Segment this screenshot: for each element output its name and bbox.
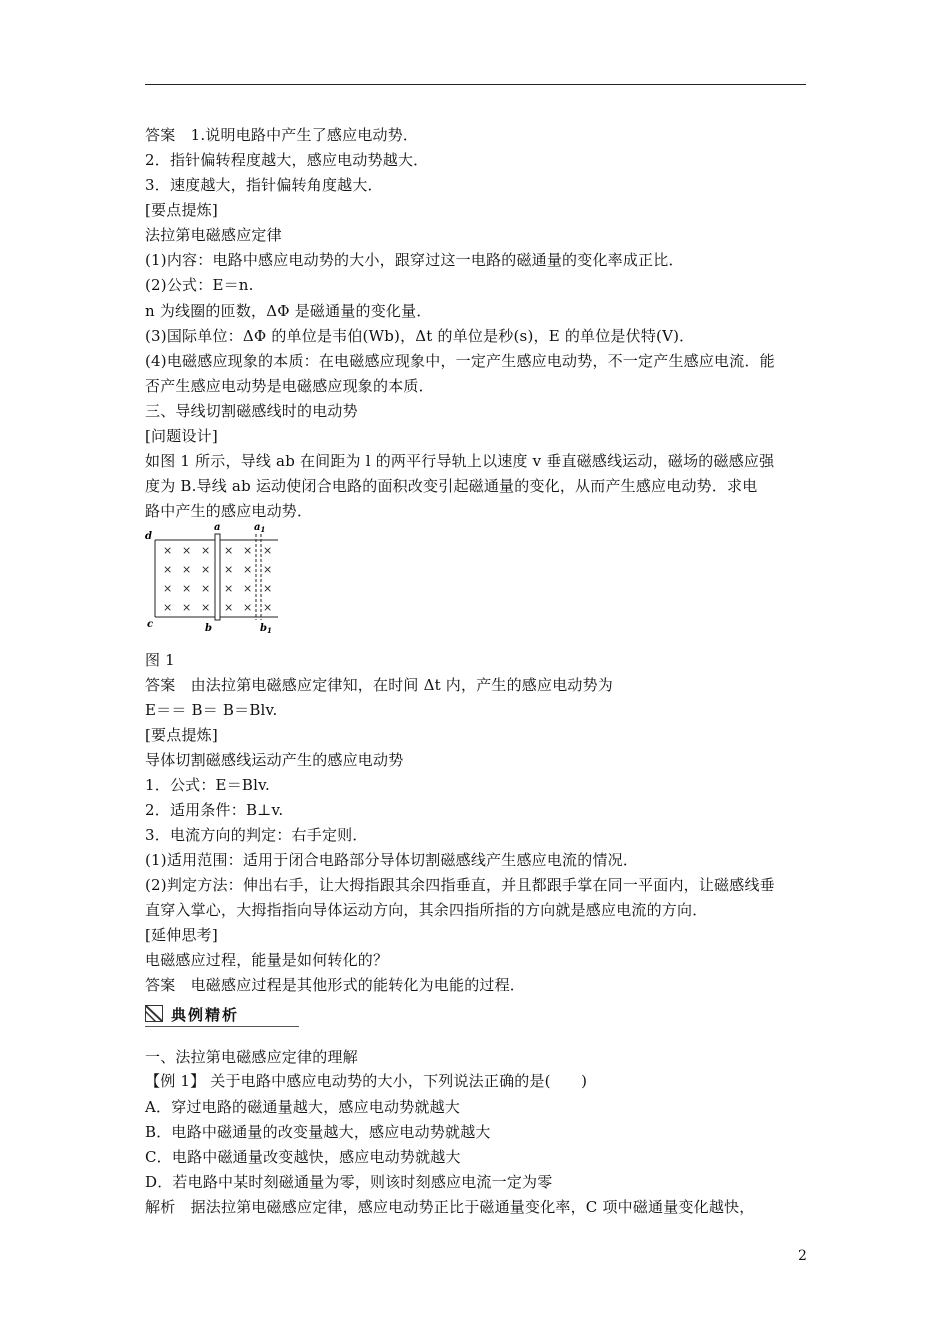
text-line: (1)内容：电路中感应电动势的大小，跟穿过这一电路的磁通量的变化率成正比． <box>145 251 684 269</box>
svg-text:×: × <box>182 544 192 557</box>
svg-text:×: × <box>263 582 273 595</box>
svg-text:×: × <box>163 601 173 614</box>
label-a: a <box>214 522 221 533</box>
conductor-ab <box>215 534 220 620</box>
section-slash-icon <box>145 1005 163 1022</box>
svg-text:×: × <box>243 544 253 557</box>
label-a1: $a_1$ <box>254 522 266 534</box>
figure-caption: 图 1 <box>145 651 175 669</box>
label-c: c <box>147 619 154 630</box>
text-line: 度为 B.导线 ab 运动使闭合电路的面积改变引起磁通量的变化，从而产生感应电动势．求电 <box>145 477 758 495</box>
svg-text:×: × <box>243 582 253 595</box>
page-number: 2 <box>798 1248 807 1264</box>
text-line: 答案 1.说明电路中产生了感应电动势． <box>145 126 419 144</box>
svg-text:×: × <box>224 601 234 614</box>
figure-1-diagram <box>143 520 283 636</box>
text-line: 三、导线切割磁感线时的电动势 <box>145 402 358 420</box>
svg-text:×: × <box>182 601 192 614</box>
text-line: 否产生感应电动势是电磁感应现象的本质． <box>145 377 434 395</box>
svg-text:×: × <box>201 601 211 614</box>
text-line: 导体切割磁感线运动产生的感应电动势 <box>145 751 404 769</box>
label-d: d <box>145 531 152 542</box>
text-line: [延伸思考] <box>145 926 218 944</box>
option-a: A．穿过电路的磁通量越大，感应电动势就越大 <box>145 1098 461 1116</box>
text-line: 1．公式：E＝Blv. <box>145 776 270 794</box>
svg-text:×: × <box>201 544 211 557</box>
text-line: 如图 1 所示，导线 ab 在间距为 l 的两平行导轨上以速度 v 垂直磁感线运动，磁场的磁感应强 <box>145 452 775 470</box>
option-b: B．电路中磁通量的改变量越大，感应电动势就越大 <box>145 1123 491 1141</box>
analysis-line: 解析 据法拉第电磁感应定律，感应电动势正比于磁通量变化率，C 项中磁通量变化越快， <box>145 1198 755 1216</box>
text-line: (1)适用范围：适用于闭合电路部分导体切割磁感线产生感应电流的情况． <box>145 851 639 869</box>
text-line: [要点提炼] <box>145 726 218 744</box>
option-c: C．电路中磁通量改变越快，感应电动势就越大 <box>145 1148 461 1166</box>
text-line: 直穿入掌心，大拇指指向导体运动方向，其余四指所指的方向就是感应电流的方向． <box>145 901 708 919</box>
label-b: b <box>205 623 212 634</box>
option-d: D．若电路中某时刻磁通量为零，则该时刻感应电流一定为零 <box>145 1173 553 1191</box>
text-line: (3)国际单位：ΔΦ 的单位是韦伯(Wb)，Δt 的单位是秒(s)，E 的单位是伏特(V)． <box>145 327 695 345</box>
svg-text:×: × <box>201 582 211 595</box>
text-line: 3．电流方向的判定：右手定则． <box>145 826 368 844</box>
svg-text:×: × <box>263 544 273 557</box>
svg-text:×: × <box>182 563 192 576</box>
text-line: [问题设计] <box>145 427 218 445</box>
svg-text:×: × <box>224 544 234 557</box>
section-title: 典例精析 <box>171 1006 240 1024</box>
text-line: [要点提炼] <box>145 201 218 219</box>
svg-text:×: × <box>224 582 234 595</box>
text-line: 答案 电磁感应过程是其他形式的能转化为电能的过程． <box>145 976 526 994</box>
text-line: 一、法拉第电磁感应定律的理解 <box>145 1048 358 1066</box>
text-line: n 为线圈的匝数，ΔΦ 是磁通量的变化量． <box>145 302 432 320</box>
svg-text:×: × <box>163 582 173 595</box>
text-line: 2．适用条件：B⊥v. <box>145 801 284 819</box>
svg-text:×: × <box>243 563 253 576</box>
svg-text:×: × <box>263 563 273 576</box>
svg-text:×: × <box>182 582 192 595</box>
svg-text:×: × <box>163 563 173 576</box>
section-header <box>145 1002 299 1028</box>
text-line: 电磁感应过程，能量是如何转化的？ <box>145 951 389 969</box>
svg-text:×: × <box>201 563 211 576</box>
example-question: 【例 1】 关于电路中感应电动势的大小，下列说法正确的是( ) <box>145 1072 588 1090</box>
text-line: 路中产生的感应电动势． <box>145 502 313 520</box>
text-line: 法拉第电磁感应定律 <box>145 226 282 244</box>
text-line: (4)电磁感应现象的本质：在电磁感应现象中，一定产生感应电动势，不一定产生感应电流．能 <box>145 352 775 370</box>
svg-text:×: × <box>263 601 273 614</box>
text-line: E＝＝ B＝ B＝Blv. <box>145 701 278 719</box>
text-line: 3．速度越大，指针偏转角度越大． <box>145 176 383 194</box>
text-line: 2．指针偏转程度越大，感应电动势越大． <box>145 151 429 169</box>
section-underline <box>145 1026 299 1027</box>
label-b1: $b_1$ <box>260 623 272 635</box>
text-line: (2)判定方法：伸出右手，让大拇指跟其余四指垂直，并且都跟手掌在同一平面内，让磁感线垂 <box>145 876 775 894</box>
svg-text:×: × <box>243 601 253 614</box>
svg-text:×: × <box>163 544 173 557</box>
text-line: (2)公式：E＝n. <box>145 276 254 294</box>
svg-text:×: × <box>224 563 234 576</box>
text-line: 答案 由法拉第电磁感应定律知，在时间 Δt 内，产生的感应电动势为 <box>145 676 613 694</box>
header-rule <box>145 84 806 85</box>
